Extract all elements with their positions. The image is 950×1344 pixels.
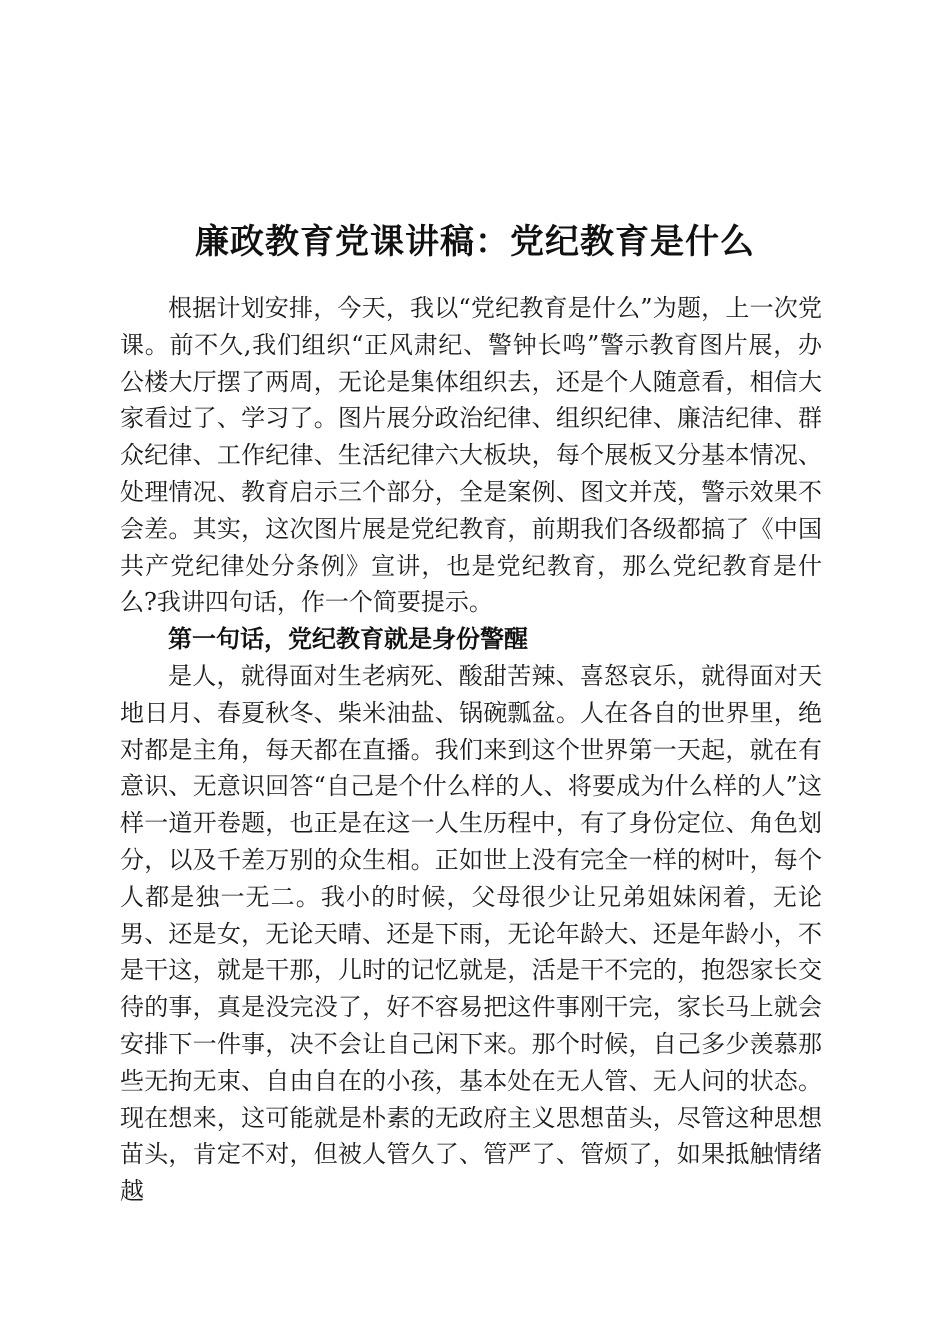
- intro-paragraph: 根据计划安排，今天，我以“党纪教育是什么”为题，上一次党课。前不久,我们组织“正风肃纪、警钟长鸣”警示教育图片展，办公楼大厅摆了两周，无论是集体组织去，还是个人随意看，相信大家看过了、学习了。图片展分政治纪律、组织纪律、廉洁纪律、群众纪律、工作纪律、生活纪律六大板块，每个展板又分基本情况、处理情况、教育启示三个部分，全是案例、图文并茂，警示效果不会差。其实，这次图片展是党纪教育，前期我们各级都搞了《中国共产党纪律处分条例》宣讲，也是党纪教育，那么党纪教育是什么?我讲四句话，作一个简要提示。: [120, 294, 822, 617]
- document-title: 廉政教育党课讲稿：党纪教育是什么: [195, 221, 755, 262]
- section-paragraph: 是人，就得面对生老病死、酸甜苦辣、喜怒哀乐，就得面对天地日月、春夏秋冬、柴米油盐、锅碗瓢盆。人在各自的世界里，绝对都是主角，每天都在直播。我们来到这个世界第一天起，就在有意识、无意识回答“自己是个什么样的人、将要成为什么样的人”这样一道开卷题，也正是在这一人生历程中，有了身份定位、角色划分，以及千差万别的众生相。正如世上没有完全一样的树叶，每个人都是独一无二。我小的时候，父母很少让兄弟姐妹闲着，无论男、还是女，无论天晴、还是下雨，无论年龄大、还是年龄小，不是干这，就是干那，儿时的记忆就是，活是干不完的，抱怨家长交待的事，真是没完没了，好不容易把这件事刚干完，家长马上就会安排下一件事，决不会让自己闲下来。那个时候，自己多少羡慕那些无拘无束、自由自在的小孩，基本处在无人管、无人问的状态。现在想来，这可能就是朴素的无政府主义思想苗头，尽管这种思想苗头，肯定不对，但被人管久了、管严了、管烦了，如果抵触情绪越: [120, 661, 822, 1206]
- section-heading: 第一句话，党纪教育就是身份警醒: [168, 625, 528, 654]
- document-body: [120, 290, 822, 1210]
